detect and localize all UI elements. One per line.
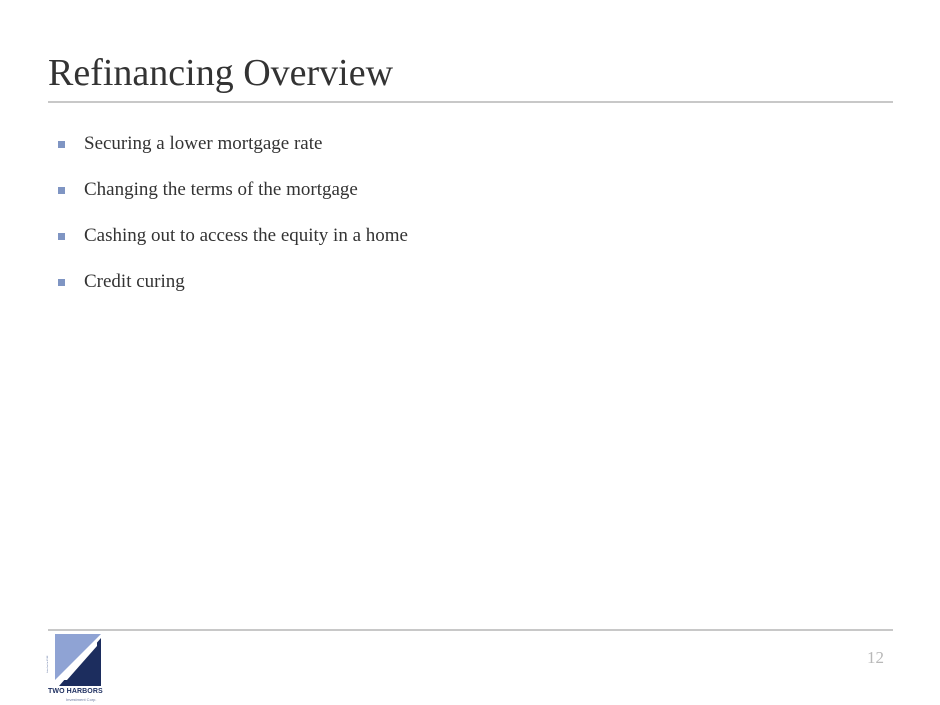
- slide-title: Refinancing Overview: [48, 52, 394, 94]
- bullet-list: [58, 130, 408, 314]
- company-logo: [44, 634, 104, 702]
- logo-vertical-text: Listed on the NYSE: [47, 655, 49, 673]
- two-harbors-logo-icon: [49, 634, 101, 686]
- bullet-text: Securing a lower mortgage rate: [84, 133, 323, 154]
- bullet-item: [58, 268, 408, 296]
- bullet-item: [58, 222, 408, 250]
- footer-divider: [48, 629, 893, 631]
- bullet-square-icon: [58, 141, 65, 148]
- bullet-square-icon: [58, 233, 65, 240]
- bullet-square-icon: [58, 187, 65, 194]
- title-divider: [48, 101, 893, 103]
- bullet-item: [58, 130, 408, 158]
- bullet-text: Credit curing: [84, 271, 185, 292]
- bullet-square-icon: [58, 279, 65, 286]
- logo-name: TWO HARBORS: [48, 688, 103, 695]
- bullet-text: Changing the terms of the mortgage: [84, 179, 358, 200]
- bullet-item: [58, 176, 408, 204]
- page-number: 12: [867, 648, 884, 667]
- logo-subtitle: Investment Corp.: [66, 697, 97, 702]
- bullet-text: Cashing out to access the equity in a home: [84, 225, 408, 246]
